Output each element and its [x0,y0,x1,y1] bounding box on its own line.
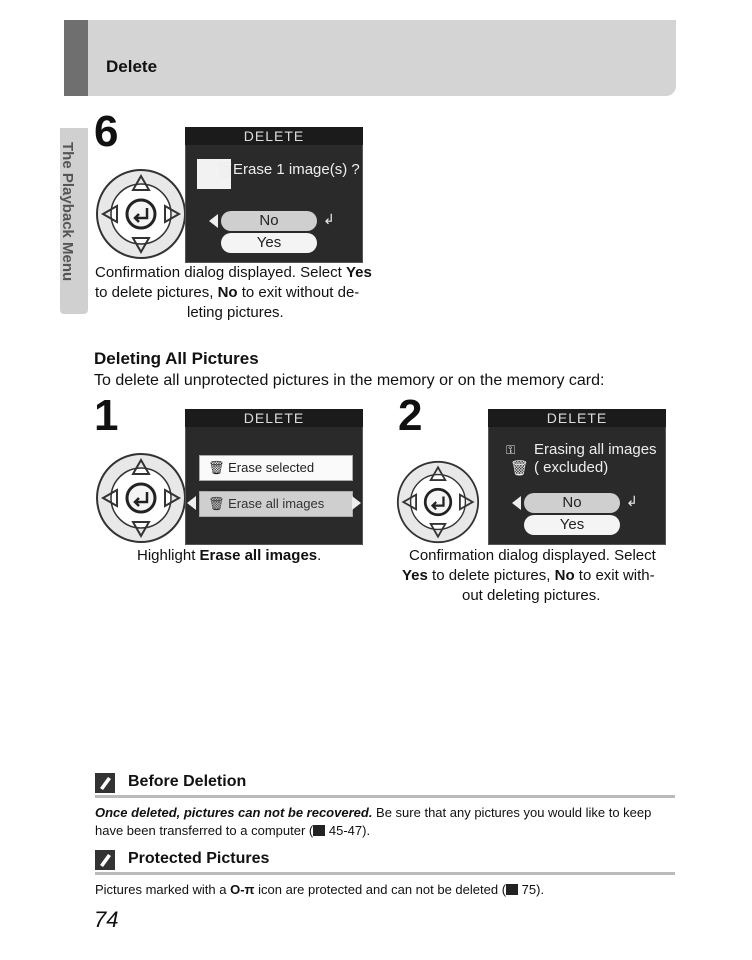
trash-all-icon: 🗑 [208,496,229,511]
page-title: Delete [106,57,158,76]
note-rule [95,872,675,875]
multi-selector-icon [95,168,187,260]
caption-text: to delete pictures, [427,567,555,584]
confirm-message: Erase 1 image(s) ? [233,161,360,178]
note-pencil-icon [95,773,115,793]
section-title: Deleting All Pictures [94,349,259,368]
left-arrow-icon [187,496,196,510]
note-title-before-deletion: Before Deletion [128,773,247,790]
step-number: 6 [94,107,119,156]
protect-key-icon: O-π [230,882,255,897]
header-tab-marker [64,20,88,96]
trash-icon: 🗑 [208,460,229,475]
caption-text: Highlight [137,547,200,564]
erase-line-2: ( excluded) [534,459,609,476]
caption-text: . [317,547,322,564]
menu-option-erase-all[interactable] [199,491,353,517]
caption-no: No [217,284,238,301]
option-no[interactable]: No [221,211,317,231]
left-arrow-icon [512,496,521,510]
caption-text: to delete pictures, [95,284,218,301]
trash-icon: 🗑 [510,460,530,477]
left-arrow-icon [209,214,218,228]
section-intro: To delete all unprotected pictures in the memory or on the memory card: [94,372,605,389]
enter-icon: ↲ [323,211,335,227]
note-text: Be sure that any pictures you would like to keep [372,805,652,820]
note-emphasis: Once deleted, pictures can not be recovered. [95,805,373,820]
caption-text: Confirmation dialog displayed. Select [95,264,346,281]
caption-text: Confirmation dialog displayed. Select [409,547,656,564]
note-text: ). [536,882,545,897]
caption-yes: Yes [402,567,428,584]
note-text-protected [95,881,680,899]
multi-selector-icon [396,460,480,544]
side-tab-label: The Playback Menu [59,142,76,282]
enter-icon: ↲ [626,493,638,509]
screen-title: DELETE [185,127,363,145]
multi-selector-icon [95,452,187,544]
caption-bold: Erase all images [199,547,318,564]
menu-option-label: Erase all images [228,496,325,511]
page-reference: 75 [521,882,537,897]
right-arrow-icon [352,496,361,510]
camera-screen-confirm [185,127,363,263]
note-text: ). [362,823,371,838]
reference-icon [313,825,325,836]
screen-title: DELETE [488,409,666,427]
page-reference: 45-47 [328,823,363,838]
note-text: have been transferred to a computer ( [95,823,314,838]
menu-option-label: Erase selected [228,460,315,475]
page-number: 74 [94,907,119,932]
step2-caption [402,546,677,606]
caption-no: No [554,567,575,584]
caption-text: leting pictures. [187,304,284,321]
camera-screen-erase-all-confirm [488,409,666,545]
step6-caption [95,263,385,323]
caption-text: out deleting pictures. [462,587,601,604]
caption-text: to exit with- [574,567,655,584]
menu-option-erase-selected[interactable] [199,455,353,481]
caption-yes: Yes [345,264,372,281]
option-yes[interactable]: Yes [524,515,620,535]
screen-title: DELETE [185,409,363,427]
caption-text: to exit without de- [237,284,360,301]
trash-icon: 🗑 [215,162,235,179]
option-yes[interactable]: Yes [221,233,317,253]
step-number: 2 [398,391,423,440]
step1-caption [137,546,357,566]
option-no[interactable]: No [524,493,620,513]
note-title-protected: Protected Pictures [128,850,270,867]
note-text: Pictures marked with a [95,882,231,897]
step-number: 1 [94,391,119,440]
note-text: icon are protected and can not be deleted ( [254,882,507,897]
note-rule [95,795,675,798]
key-icon: ⚿ [506,443,516,457]
erase-line-1: Erasing all images [534,441,657,458]
camera-screen-menu [185,409,363,545]
note-pencil-icon [95,850,115,870]
reference-icon [506,884,518,895]
note-text-before-deletion [95,804,680,840]
